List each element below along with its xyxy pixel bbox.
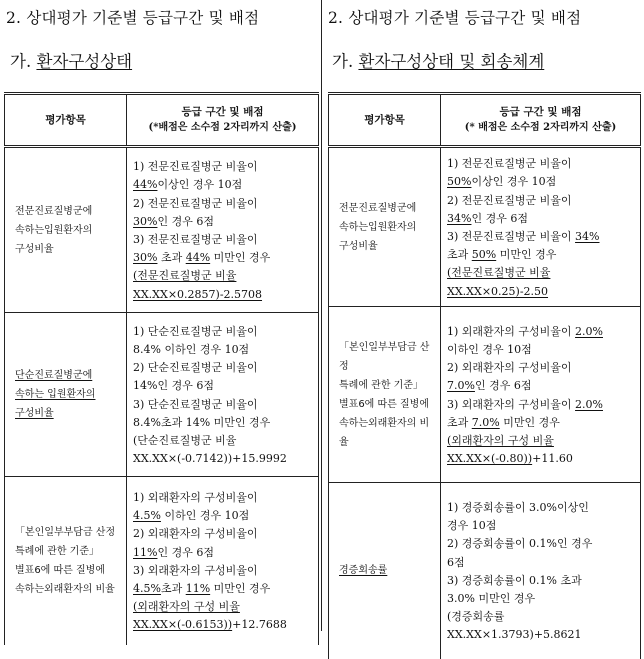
criteria-text: XX.XX×0.25)-2.50 <box>447 284 549 298</box>
grade-criteria <box>127 147 319 313</box>
criteria-text: 이상인 경우 10점 <box>157 178 243 192</box>
grade-criteria <box>127 477 319 645</box>
criteria-line <box>447 414 636 432</box>
criteria-text: 초과 <box>447 248 472 262</box>
criteria-line <box>447 499 636 517</box>
criteria-text: 30% <box>133 214 158 228</box>
criteria-text: 2.0% <box>575 324 603 338</box>
criteria-text: 미만인 경우 <box>210 251 271 265</box>
criteria-text: 44% <box>185 251 211 265</box>
header-item: 평가항목 <box>329 94 441 147</box>
grade-criteria <box>441 307 641 483</box>
item-line: 속하는외래환자의 비율 <box>339 417 430 448</box>
subsection-heading <box>10 48 132 72</box>
criteria-line <box>133 580 314 598</box>
criteria-text: 7.0% <box>471 415 500 429</box>
header-item: 평가항목 <box>5 94 127 147</box>
item-line: 별표6에 따른 질병에 <box>15 564 105 576</box>
table-header-row <box>5 94 319 147</box>
criteria-table <box>328 92 641 659</box>
item-line: 「본인일부부담금 산정 <box>15 526 116 538</box>
criteria-line <box>133 213 314 231</box>
criteria-text: 8.4% 이하인 경우 10점 <box>133 342 250 356</box>
criteria-text: 초과 <box>160 581 186 595</box>
section-heading: 2. 상대평가 기준별 등급구간 및 배점 <box>328 9 582 27</box>
criteria-line <box>133 414 314 432</box>
criteria-line <box>133 176 314 194</box>
criteria-line <box>447 626 636 644</box>
subsection-title: 환자구성상태 <box>36 52 133 71</box>
criteria-text: 3) 단순진료질병군 비율이 <box>133 397 258 411</box>
evaluation-item <box>329 307 441 483</box>
criteria-line <box>133 432 314 450</box>
criteria-text: 이상인 경우 10점 <box>471 175 557 189</box>
criteria-line <box>447 377 636 395</box>
criteria-line <box>447 450 636 468</box>
criteria-text: 인 경우 6점 <box>474 379 532 393</box>
criteria-line <box>133 286 314 304</box>
criteria-line <box>447 535 636 553</box>
criteria-text: 14%인 경우 6점 <box>133 379 214 393</box>
criteria-line <box>447 228 636 246</box>
criteria-line <box>133 323 314 341</box>
criteria-text: 11% <box>185 581 211 595</box>
grade-criteria <box>127 313 319 477</box>
criteria-line <box>133 598 314 616</box>
criteria-text: 3) 외래환자의 구성비율이 <box>447 397 576 411</box>
header-grade: 등급 구간 및 배점 (* 배점은 소수점 2자리까지 산출) <box>441 94 641 147</box>
right-panel <box>322 0 644 642</box>
criteria-line <box>133 525 314 543</box>
criteria-line <box>447 264 636 282</box>
criteria-line <box>133 616 314 634</box>
criteria-text: 이하인 경우 10점 <box>160 509 250 523</box>
criteria-line <box>133 562 314 580</box>
table-body <box>5 147 319 645</box>
subsection-prefix: 가. <box>10 52 37 71</box>
criteria-text: 1) 단순진료질병군 비율이 <box>133 324 258 338</box>
criteria-text: 1) 외래환자의 구성비율이 <box>133 490 258 504</box>
table-row <box>329 483 641 659</box>
criteria-line <box>133 231 314 249</box>
criteria-line <box>133 507 314 525</box>
section-heading: 2. 상대평가 기준별 등급구간 및 배점 <box>6 9 260 27</box>
criteria-text: XX.XX×(-0.7142))+15.9992 <box>133 452 287 466</box>
criteria-line <box>133 489 314 507</box>
criteria-text: 30% <box>133 251 158 265</box>
criteria-text: +11.60 <box>532 452 573 466</box>
criteria-text: 2) 전문진료질병군 비율이 <box>133 196 258 210</box>
item-line: 속하는입원환자의 <box>339 221 417 233</box>
criteria-text: 8.4%초과 14% 미만인 경우 <box>133 415 271 429</box>
criteria-text: +12.7688 <box>232 618 287 632</box>
criteria-line <box>447 155 636 173</box>
criteria-text: 미만인 경우 <box>496 248 557 262</box>
criteria-text: 3) 외래환자의 구성비율이 <box>133 563 258 577</box>
criteria-text: 인 경우 6점 <box>471 211 528 225</box>
criteria-line <box>447 323 636 341</box>
item-line: 전문진료질병군에 <box>339 202 417 214</box>
header-grade: 등급 구간 및 배점 (*배점은 소수점 2자리까지 산출) <box>127 94 319 147</box>
item-line: 전문진료질병군에 <box>15 205 93 217</box>
criteria-line <box>133 450 314 468</box>
evaluation-item <box>329 483 441 659</box>
criteria-text: (외래환자의 구성 비율 <box>133 600 240 614</box>
table-row <box>5 477 319 645</box>
criteria-line <box>447 608 636 626</box>
criteria-line <box>447 590 636 608</box>
criteria-text: 2) 단순진료질병군 비율이 <box>133 361 258 375</box>
criteria-line <box>447 192 636 210</box>
table-row <box>5 313 319 477</box>
criteria-text: 11% <box>133 545 158 559</box>
criteria-text: 3) 경증회송률이 0.1% 초과 <box>447 573 582 587</box>
criteria-text: (전문진료질병군 비율 <box>133 269 237 283</box>
criteria-text: 4.5% <box>133 581 161 595</box>
criteria-line <box>447 572 636 590</box>
criteria-text: 초과 <box>157 251 186 265</box>
criteria-line <box>133 158 314 176</box>
criteria-line <box>133 359 314 377</box>
criteria-text: 2.0% <box>575 397 603 411</box>
criteria-line <box>133 396 314 414</box>
item-line: 별표6에 따른 질병에 <box>339 398 429 410</box>
criteria-text: 1) 전문진료질병군 비율이 <box>447 157 572 171</box>
criteria-line <box>133 377 314 395</box>
criteria-line <box>447 173 636 191</box>
criteria-text: 6점 <box>447 555 465 569</box>
criteria-text: 50% <box>471 248 497 262</box>
item-line: 「본인일부부담금 산정 <box>339 341 430 372</box>
criteria-line <box>447 432 636 450</box>
item-line: 특례에 관한 기준」 <box>339 379 423 391</box>
criteria-text: XX.XX×(-0.6153)) <box>133 618 233 632</box>
subsection-prefix: 가. <box>332 52 359 71</box>
table-row <box>329 147 641 307</box>
criteria-line <box>133 341 314 359</box>
grade-criteria <box>441 483 641 659</box>
item-line: 속하는 입원환자의 <box>15 389 96 400</box>
criteria-text: (전문진료질병군 비율 <box>447 266 551 280</box>
evaluation-item <box>5 313 127 477</box>
item-line: 경증회송률 <box>339 565 388 577</box>
criteria-table <box>4 92 319 645</box>
criteria-text: 3.0% 미만인 경우 <box>447 591 536 605</box>
criteria-text: 미만인 경우 <box>499 415 560 429</box>
item-line: 구성비율 <box>15 243 54 255</box>
criteria-text: 2) 외래환자의 구성비율이 <box>133 527 258 541</box>
criteria-line <box>447 283 636 301</box>
table-header-row <box>329 94 641 147</box>
criteria-text: (단순진료질병군 비율 <box>133 433 237 447</box>
criteria-line <box>447 396 636 414</box>
criteria-line <box>447 554 636 572</box>
item-line: 속하는입원환자의 <box>15 224 93 236</box>
criteria-text: 초과 <box>447 415 472 429</box>
criteria-line <box>133 249 314 267</box>
left-panel <box>0 0 322 631</box>
criteria-text: 7.0% <box>447 379 475 393</box>
criteria-text: 3) 전문진료질병군 비율이 <box>447 230 576 243</box>
criteria-line <box>447 517 636 535</box>
criteria-line <box>133 267 314 285</box>
grade-criteria <box>441 147 641 307</box>
criteria-text: (경증회송률 <box>447 610 505 624</box>
subsection-title: 환자구성상태 및 회송체계 <box>358 52 545 71</box>
table-body <box>329 147 641 659</box>
evaluation-item <box>329 147 441 307</box>
criteria-text: 44% <box>133 178 158 192</box>
criteria-line <box>133 544 314 562</box>
criteria-line <box>133 195 314 213</box>
evaluation-item <box>5 147 127 313</box>
criteria-text: 34% <box>447 211 472 225</box>
criteria-text: 이하인 경우 10점 <box>447 342 532 356</box>
criteria-text: 2) 경증회송률이 0.1%인 경우 <box>447 537 593 551</box>
criteria-line <box>447 359 636 377</box>
criteria-text: 2) 외래환자의 구성비율이 <box>447 361 572 375</box>
criteria-text: (외래환자의 구성 비율 <box>447 433 554 447</box>
item-line: 속하는외래환자의 비율 <box>15 583 115 595</box>
item-line: 구성비율 <box>339 240 378 252</box>
criteria-text: 3) 전문진료질병군 비율이 <box>133 233 258 246</box>
criteria-text: 4.5% <box>133 509 161 523</box>
table-row <box>329 307 641 483</box>
item-line: 단순진료질병군에 <box>15 370 93 381</box>
criteria-text: XX.XX×1.3793)+5.8621 <box>447 628 582 642</box>
criteria-line <box>447 210 636 228</box>
criteria-text: 1) 경증회송률이 3.0%이상인 <box>447 500 589 514</box>
criteria-line <box>447 246 636 264</box>
criteria-line <box>447 341 636 359</box>
criteria-text: 50% <box>447 175 472 189</box>
criteria-text: 2) 전문진료질병군 비율이 <box>447 193 572 207</box>
criteria-text: 인 경우 6점 <box>157 545 214 559</box>
criteria-text: 34% <box>575 230 600 243</box>
criteria-text: XX.XX×(-0.80)) <box>447 452 533 466</box>
criteria-text: 1) 외래환자의 구성비율이 <box>447 324 576 338</box>
criteria-text: 1) 전문진료질병군 비율이 <box>133 160 258 174</box>
item-line: 구성비율 <box>15 408 54 419</box>
criteria-text: XX.XX×0.2857)-2.5708 <box>133 287 263 301</box>
table-row <box>5 147 319 313</box>
criteria-text: 미만인 경우 <box>210 581 271 595</box>
evaluation-item <box>5 477 127 645</box>
criteria-text: 경우 10점 <box>447 519 497 533</box>
criteria-text: 인 경우 6점 <box>157 214 214 228</box>
subsection-heading <box>332 48 544 72</box>
item-line: 특례에 관한 기준」 <box>15 545 99 557</box>
